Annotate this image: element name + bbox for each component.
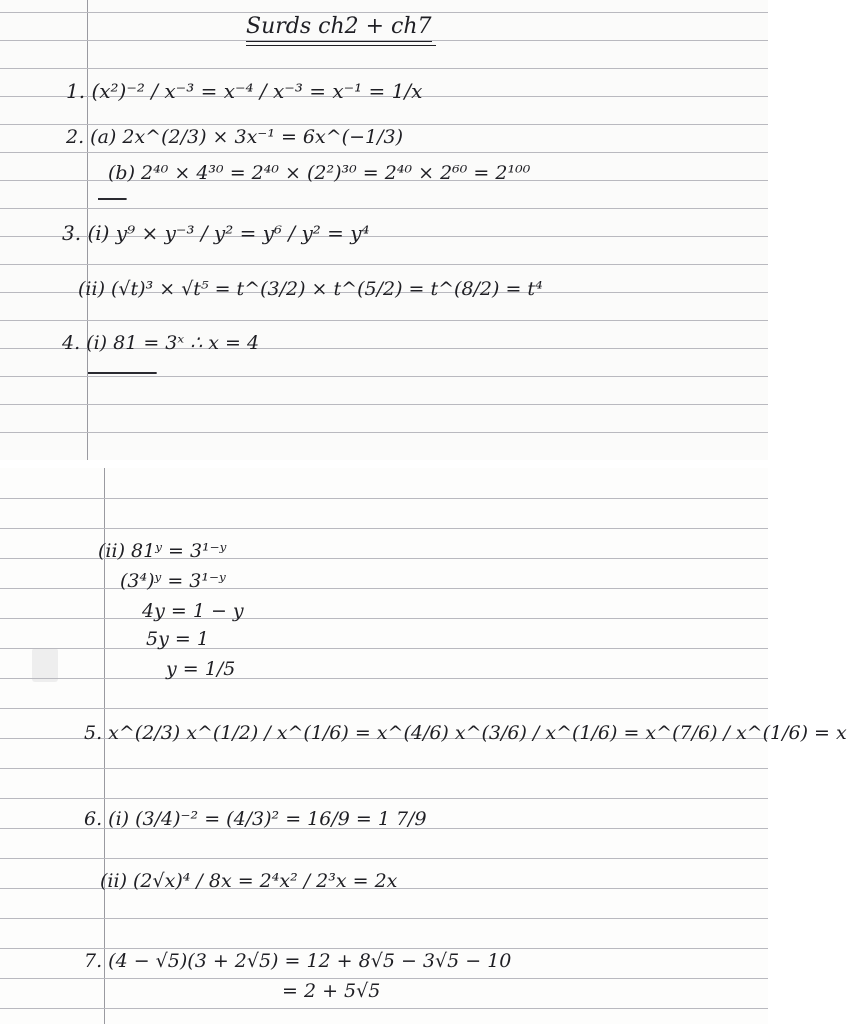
ruled-line: [0, 678, 768, 679]
ruled-line: [0, 708, 768, 709]
crossed-out-line: [88, 362, 157, 383]
answer-q4ii-line5: y = 1/5: [166, 658, 236, 680]
ruled-line: [0, 152, 768, 153]
ruled-line: [0, 404, 768, 405]
answer-q3i: 3. (i) y⁹ × y⁻³ / y² = y⁶ / y² = y⁴: [62, 221, 370, 245]
notebook-page-top: [0, 0, 768, 460]
answer-q1: 1. (x²)⁻² / x⁻³ = x⁻⁴ / x⁻³ = x⁻¹ = 1/x: [66, 79, 423, 103]
answer-q5: 5. x^(2/3) x^(1/2) / x^(1/6) = x^(4/6) x^(3/6) / x^(1/6) = x^(7/6) / x^(1/6) = x: [84, 722, 847, 744]
answer-q4ii-line1: (ii) 81ʸ = 3¹⁻ʸ: [98, 540, 227, 562]
ruled-line: [0, 264, 768, 265]
answer-q4ii-line2: (3⁴)ʸ = 3¹⁻ʸ: [120, 570, 226, 592]
answer-q6ii: (ii) (2√x)⁴ / 8x = 2⁴x² / 2³x = 2x: [100, 870, 398, 892]
ruled-line: [0, 1008, 768, 1009]
ruled-line: [0, 768, 768, 769]
answer-q3ii: (ii) (√t)³ × √t⁵ = t^(3/2) × t^(5/2) = t^(8/2) = t⁴: [78, 278, 543, 300]
answer-q7-line2: = 2 + 5√5: [282, 980, 381, 1002]
paper-smudge: [32, 648, 58, 682]
page-title: Surds ch2 + ch7: [246, 14, 432, 42]
ruled-line: [0, 528, 768, 529]
ruled-line: [0, 948, 768, 949]
answer-q2b: (b) 2⁴⁰ × 4³⁰ = 2⁴⁰ × (2²)³⁰ = 2⁴⁰ × 2⁶⁰ = 2¹⁰⁰: [108, 162, 531, 184]
crossed-out-mark: [98, 188, 127, 209]
ruled-line: [0, 858, 768, 859]
ruled-line: [0, 12, 768, 13]
ruled-line: [0, 978, 768, 979]
page-gap: [0, 460, 768, 468]
ruled-line: [0, 68, 768, 69]
ruled-line: [0, 588, 768, 589]
answer-q4ii-line4: 5y = 1: [146, 628, 209, 650]
ruled-line: [0, 648, 768, 649]
answer-q4ii-line3: 4y = 1 − y: [142, 600, 244, 622]
answer-q4i: 4. (i) 81 = 3ˣ ∴ x = 4: [62, 332, 260, 354]
ruled-line: [0, 918, 768, 919]
ruled-line: [0, 798, 768, 799]
ruled-line: [0, 124, 768, 125]
ruled-line: [0, 618, 768, 619]
ruled-line: [0, 432, 768, 433]
notebook-page-bottom: [0, 468, 847, 1024]
answer-q2a: 2. (a) 2x^(2/3) × 3x⁻¹ = 6x^(−1/3): [66, 126, 403, 148]
ruled-line: [0, 498, 768, 499]
answer-q6i: 6. (i) (3/4)⁻² = (4/3)² = 16/9 = 1 7/9: [84, 808, 427, 830]
answer-q7-line1: 7. (4 − √5)(3 + 2√5) = 12 + 8√5 − 3√5 − 10: [84, 950, 512, 972]
ruled-line: [0, 320, 768, 321]
